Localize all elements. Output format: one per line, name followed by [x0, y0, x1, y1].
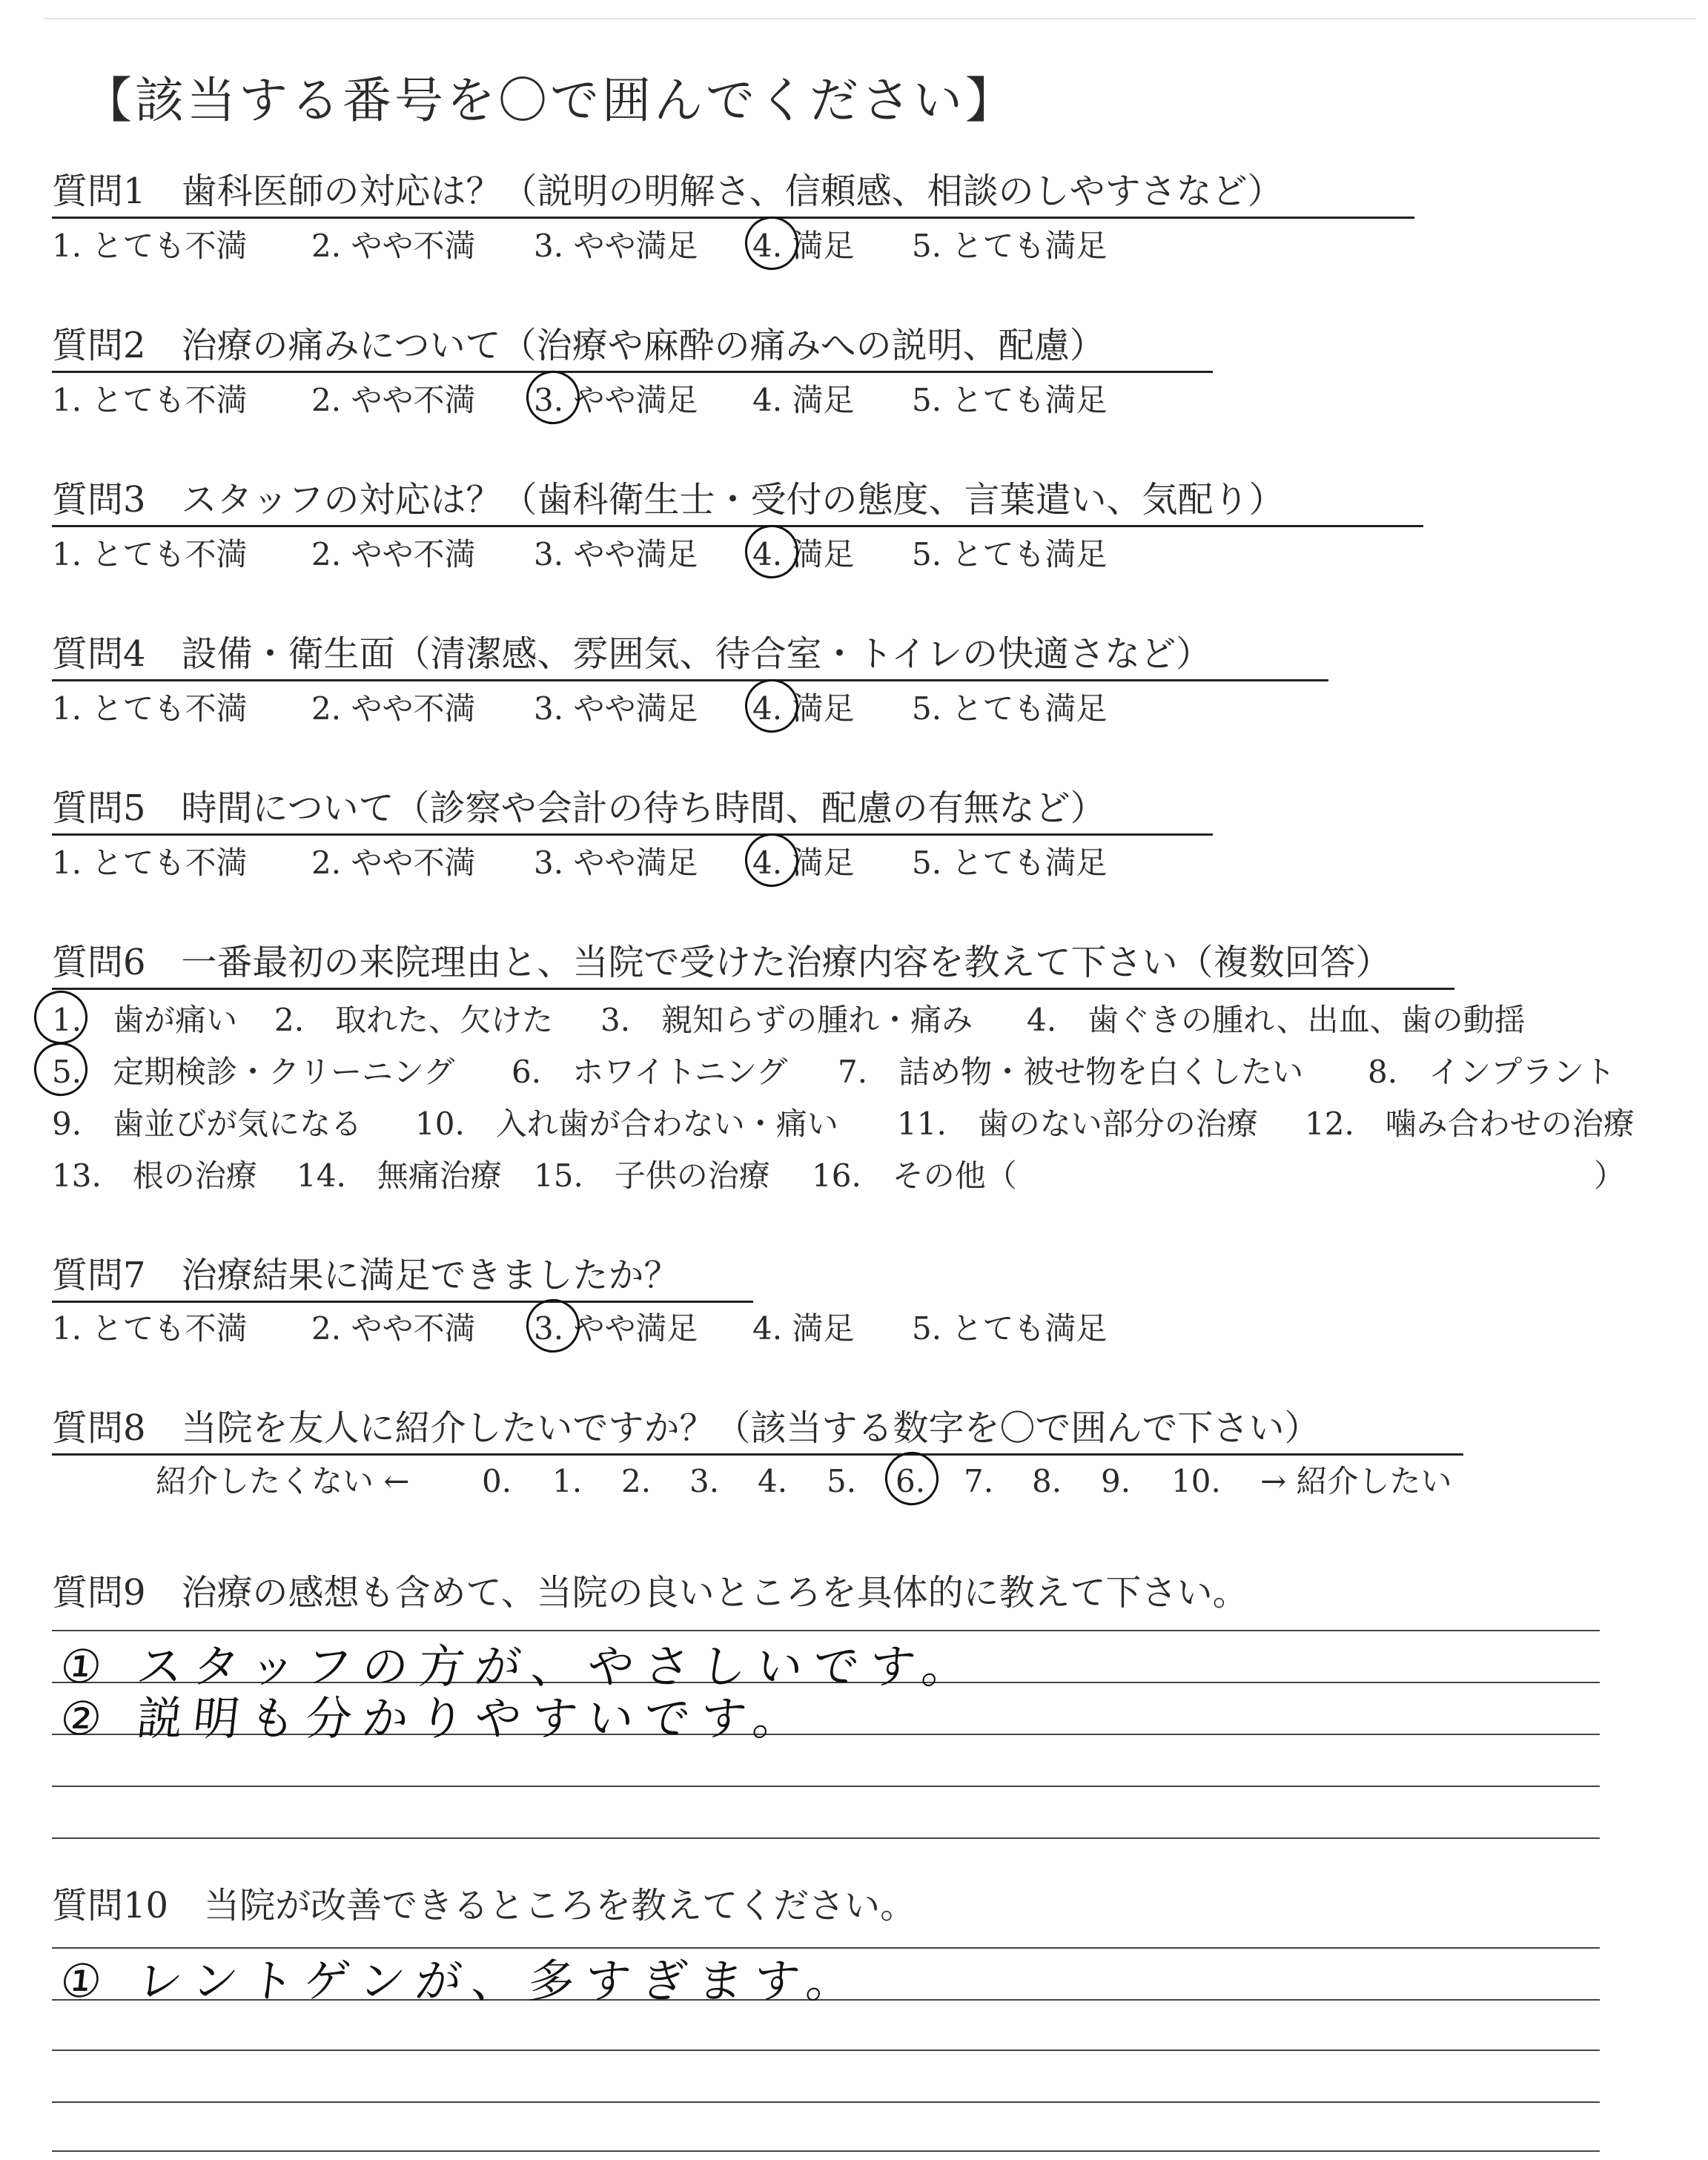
q6-option-10[interactable]: 10. 入れ歯が合わない・痛い [415, 1106, 838, 1142]
option-1[interactable]: 1. とても不満 [52, 690, 248, 727]
q6-option-16[interactable]: 16. その他（ [812, 1157, 1017, 1194]
scale-1[interactable]: 1. [552, 1463, 583, 1499]
option-3[interactable]: 3. やや満足 [534, 845, 698, 881]
option-3[interactable]: 3. やや満足 [534, 380, 698, 421]
scale-0[interactable]: 0. [482, 1463, 512, 1499]
option-1[interactable]: 1. とても不満 [52, 845, 248, 881]
option-2[interactable]: 2. やや不満 [311, 228, 476, 264]
scale-2[interactable]: 2. [621, 1463, 652, 1499]
question-underline [52, 371, 1213, 373]
question-underline [52, 1453, 1463, 1456]
selection-circle [740, 674, 803, 737]
option-5[interactable]: 5. とても満足 [912, 536, 1108, 572]
option-4[interactable]: 4. 満足 [752, 842, 854, 884]
question-title: 質問2 治療の痛みについて（治療や麻酔の痛みへの説明、配慮） [52, 325, 1105, 366]
question-underline [52, 988, 1454, 990]
q6-other-close: ） [1594, 1157, 1626, 1194]
handwritten-answer-1[interactable]: ① スタッフの方が、やさしいです。 [57, 1639, 982, 1694]
question-9-title: 質問9 治療の感想も含めて、当院の良いところを具体的に教えて下さい。 [52, 1572, 1248, 1614]
q6-option-5[interactable]: 5. 定期検診・クリーニング [52, 1051, 454, 1093]
option-3[interactable]: 3. やや満足 [534, 228, 698, 264]
option-3[interactable]: 3. やや満足 [534, 690, 698, 727]
answer-line [52, 2150, 1600, 2152]
q6-option-3[interactable]: 3. 親知らずの腫れ・痛み [600, 1002, 973, 1038]
option-4[interactable]: 4. 満足 [752, 1310, 855, 1347]
scale-9[interactable]: 9. [1101, 1463, 1131, 1499]
q6-option-8[interactable]: 8. インプラント [1368, 1054, 1616, 1090]
question-title: 質問5 時間について（診察や会計の待ち時間、配慮の有無など） [52, 787, 1106, 829]
question-title: 質問8 当院を友人に紹介したいですか？（該当する数字を〇で囲んで下さい） [52, 1407, 1320, 1449]
option-4[interactable]: 4. 満足 [752, 382, 855, 418]
option-2[interactable]: 2. やや不満 [311, 845, 476, 881]
q6-option-14[interactable]: 14. 無痛治療 [297, 1157, 502, 1194]
option-1[interactable]: 1. とても不満 [52, 536, 248, 572]
option-2[interactable]: 2. やや不満 [311, 382, 476, 418]
option-1[interactable]: 1. とても不満 [52, 228, 248, 264]
option-5[interactable]: 5. とても満足 [912, 845, 1108, 881]
q6-option-7[interactable]: 7. 詰め物・被せ物を白くしたい [838, 1054, 1304, 1090]
question-title: 質問3 スタッフの対応は？（歯科衛生士・受付の態度、言葉遣い、気配り） [52, 479, 1285, 521]
scale-right-label: → 紹介したい [1260, 1463, 1452, 1499]
option-5[interactable]: 5. とても満足 [912, 382, 1108, 418]
answer-line [52, 2101, 1600, 2103]
selection-circle [29, 985, 92, 1048]
q6-option-6[interactable]: 6. ホワイトニング [512, 1054, 788, 1090]
q6-option-2[interactable]: 2. 取れた、欠けた [274, 1002, 554, 1038]
q6-option-1[interactable]: 1. 歯が痛い [52, 1000, 237, 1041]
selection-circle [521, 366, 584, 429]
question-underline [52, 679, 1328, 681]
scale-10[interactable]: 10. [1171, 1463, 1221, 1499]
option-4[interactable]: 4. 満足 [752, 534, 854, 575]
scale-6[interactable]: 6. [896, 1461, 925, 1502]
option-4[interactable]: 4. 満足 [752, 225, 854, 267]
option-2[interactable]: 2. やや不満 [311, 536, 476, 572]
question-title: 質問4 設備・衛生面（清潔感、雰囲気、待合室・トイレの快適さなど） [52, 633, 1212, 675]
selection-circle [880, 1447, 943, 1510]
answer-line [52, 1786, 1600, 1787]
question-title: 質問1 歯科医師の対応は？（説明の明解さ、信頼感、相談のしやすさなど） [52, 171, 1283, 212]
question-underline [52, 833, 1213, 836]
selection-circle [740, 828, 803, 891]
q6-option-9[interactable]: 9. 歯並びが気になる [52, 1106, 363, 1142]
question-underline [52, 525, 1423, 527]
question-title: 質問6 一番最初の来院理由と、当院で受けた治療内容を教えて下さい（複数回答） [52, 942, 1391, 983]
question-title: 質問7 治療結果に満足できましたか？ [52, 1255, 680, 1296]
q6-option-13[interactable]: 13. 根の治療 [52, 1157, 257, 1194]
scale-4[interactable]: 4. [758, 1463, 788, 1499]
scale-5[interactable]: 5. [827, 1463, 857, 1499]
answer-line [52, 1837, 1600, 1839]
selection-circle [740, 211, 803, 274]
option-5[interactable]: 5. とても満足 [912, 1310, 1108, 1347]
scale-3[interactable]: 3. [689, 1463, 720, 1499]
option-2[interactable]: 2. やや不満 [311, 1310, 476, 1347]
scale-left-label: 紹介したくない ← [156, 1463, 410, 1499]
handwritten-answer-2[interactable]: ② 説明も分かりやすいです。 [57, 1691, 812, 1745]
q6-option-15[interactable]: 15. 子供の治療 [534, 1157, 770, 1194]
selection-circle [740, 520, 803, 583]
q6-option-4[interactable]: 4. 歯ぐきの腫れ、出血、歯の動揺 [1027, 1002, 1526, 1038]
option-2[interactable]: 2. やや不満 [311, 690, 476, 727]
option-5[interactable]: 5. とても満足 [912, 228, 1108, 264]
option-1[interactable]: 1. とても不満 [52, 1310, 248, 1347]
question-underline [52, 1301, 753, 1303]
top-border [44, 18, 1696, 19]
option-3[interactable]: 3. やや満足 [534, 536, 698, 572]
question-10-title: 質問10 当院が改善できるところを教えてください。 [52, 1885, 916, 1926]
question-underline [52, 217, 1414, 219]
selection-circle [521, 1294, 584, 1357]
q6-option-11[interactable]: 11. 歯のない部分の治療 [897, 1106, 1258, 1142]
q6-option-12[interactable]: 12. 噛み合わせの治療 [1305, 1106, 1635, 1142]
handwritten-answer-3[interactable]: ① レントゲンが、多すぎます。 [57, 1954, 866, 2008]
scale-8[interactable]: 8. [1032, 1463, 1062, 1499]
option-5[interactable]: 5. とても満足 [912, 690, 1108, 727]
answer-line [52, 2050, 1600, 2051]
option-4[interactable]: 4. 満足 [752, 688, 854, 730]
option-1[interactable]: 1. とても不満 [52, 382, 248, 418]
option-3[interactable]: 3. やや満足 [534, 1308, 698, 1350]
scale-7[interactable]: 7. [964, 1463, 994, 1499]
instruction-header: 【該当する番号を〇で囲んでください】 [83, 72, 1017, 129]
selection-circle [29, 1037, 92, 1100]
